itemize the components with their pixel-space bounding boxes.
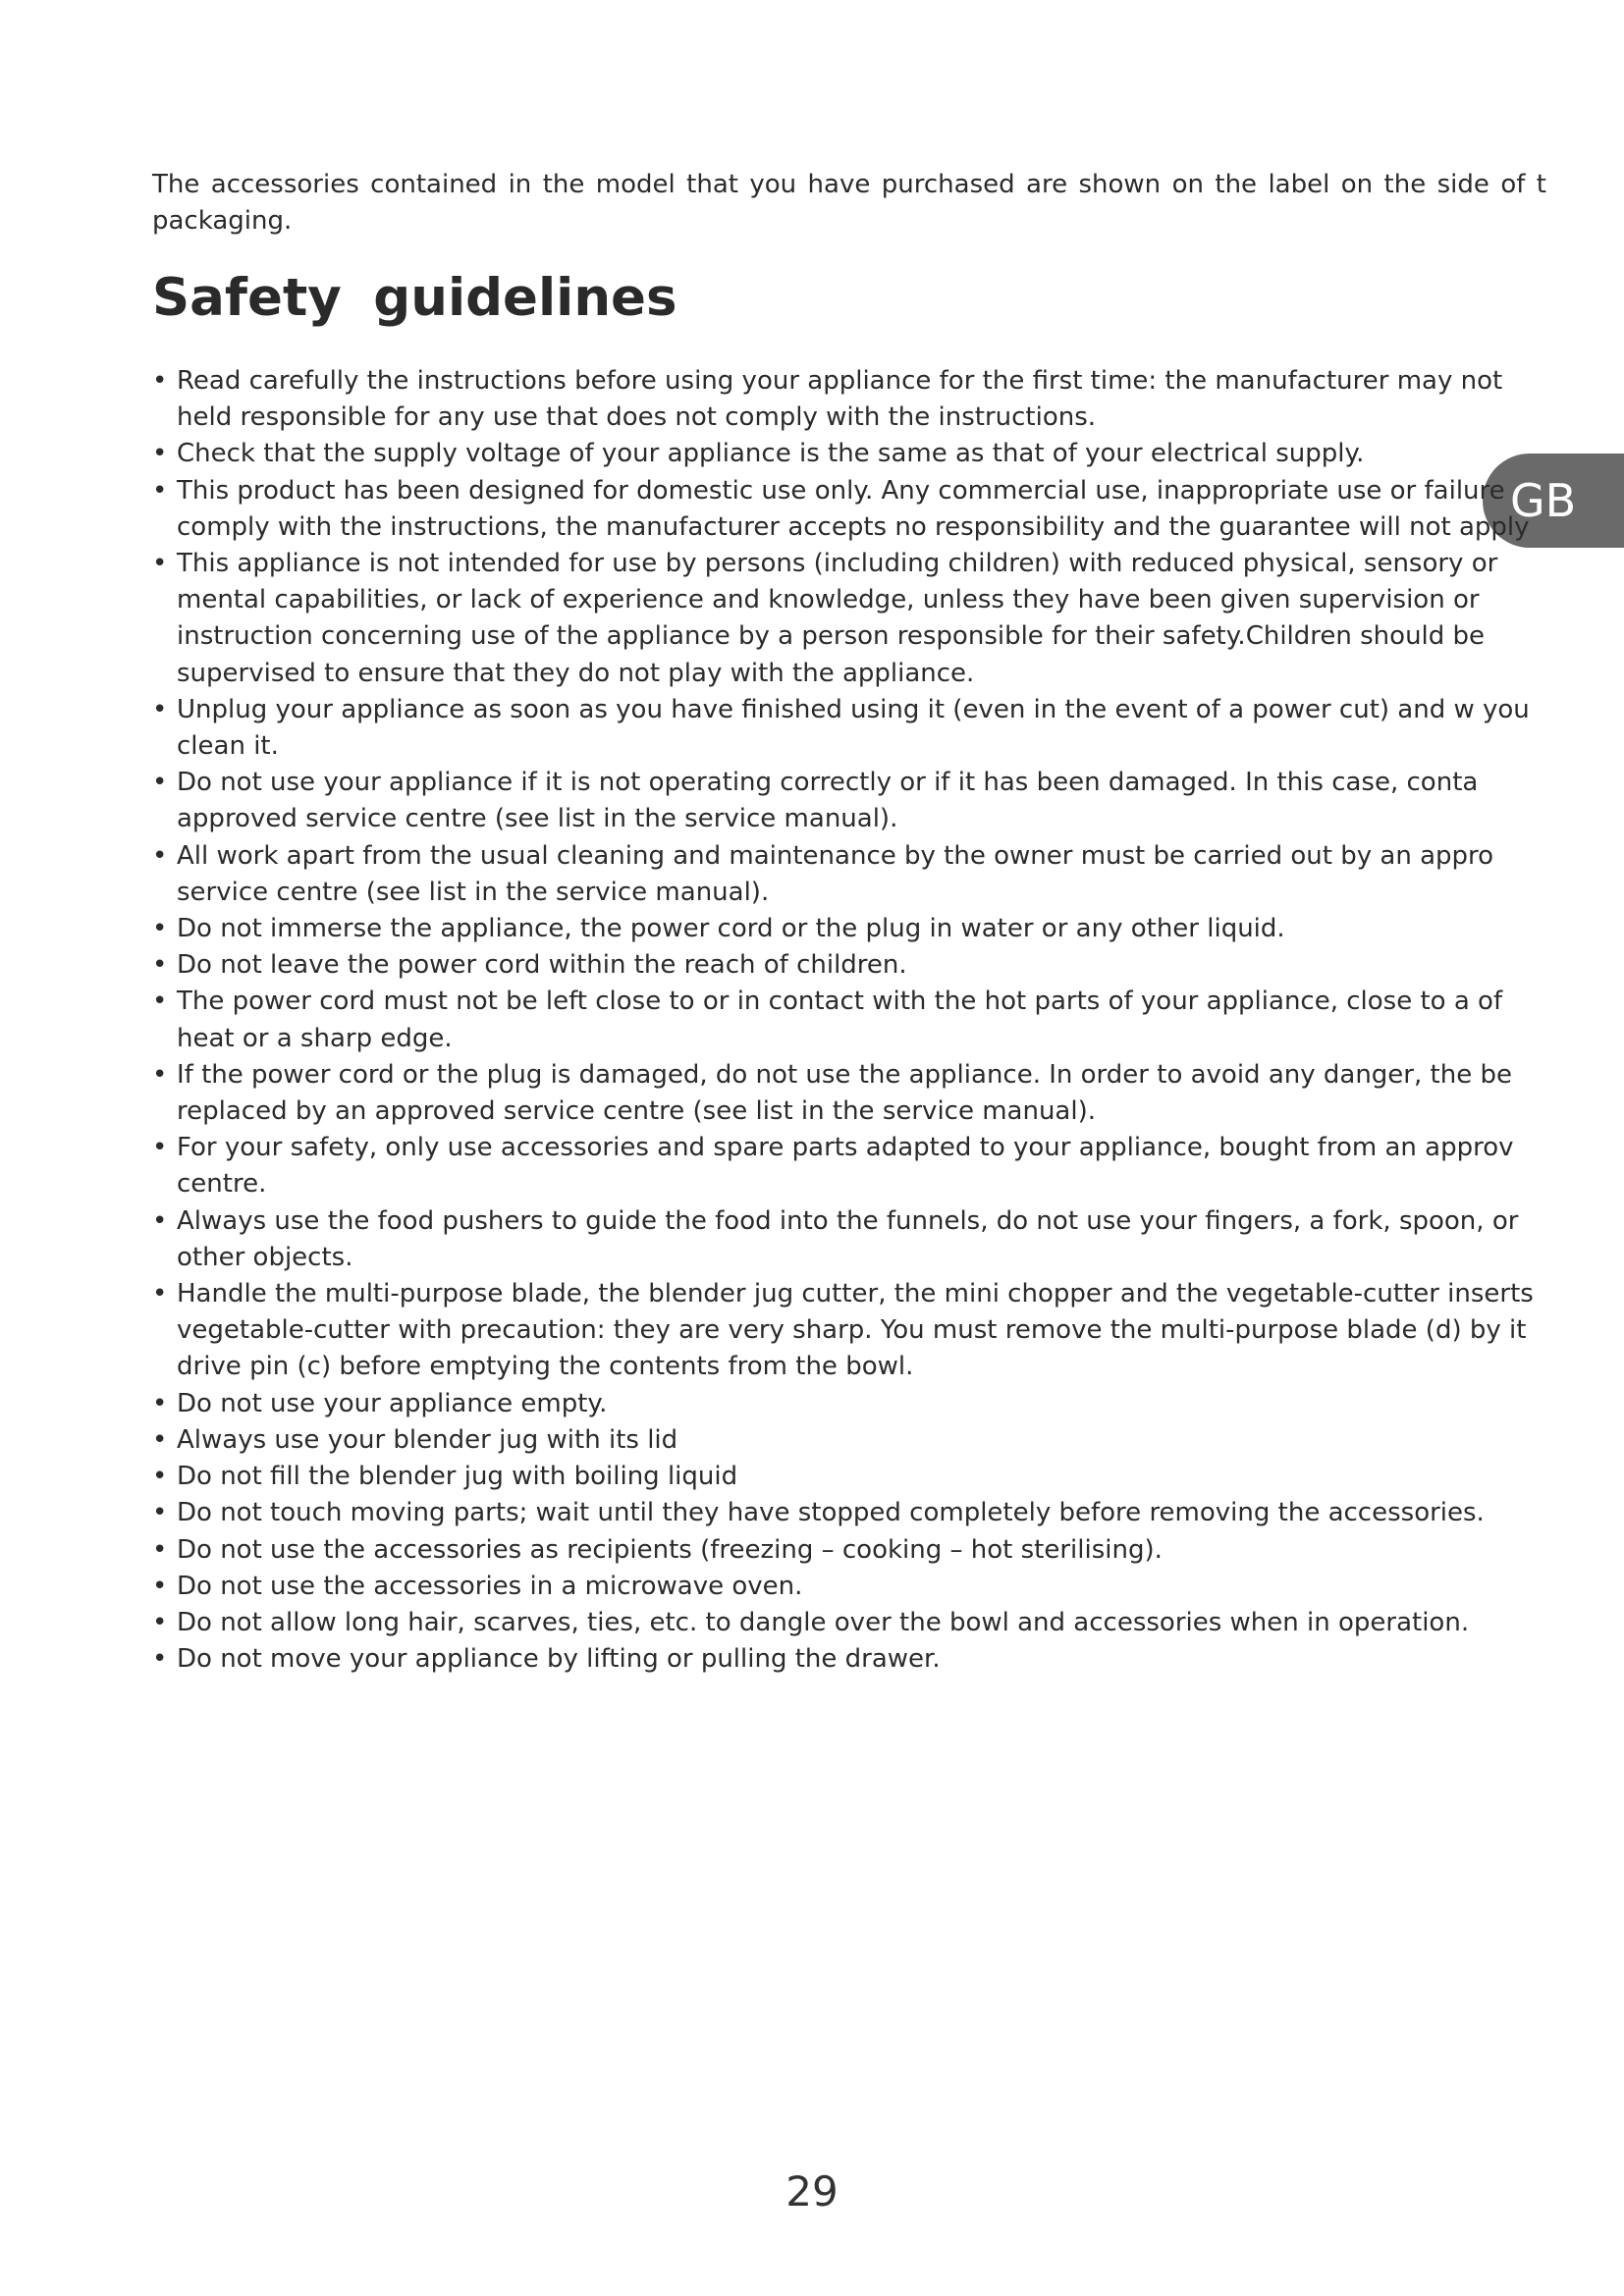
intro-paragraph: The accessories contained in the model that you have purchased are shown on the label on the side of t packaging. — [152, 170, 1546, 236]
list-item — [152, 1459, 1586, 1495]
list-item-text: Check that the supply voltage of your appliance is the same as that of your electrical supply. — [177, 439, 1365, 469]
list-item — [152, 1532, 1586, 1569]
list-item — [152, 947, 1586, 984]
bullet-icon: • — [152, 987, 168, 1017]
list-item — [152, 1203, 1586, 1276]
bullet-icon: • — [152, 950, 168, 981]
list-item — [152, 984, 1586, 1056]
list-item — [152, 1130, 1586, 1202]
list-item-text: All work apart from the usual cleaning and maintenance by the owner must be carried out by an appro service centre (see list in the service manual). — [177, 840, 1494, 907]
list-item-text: Always use the food pushers to guide the food into the funnels, do not use your fingers, a fork, spoon, or other objects. — [177, 1205, 1519, 1272]
bullet-icon: • — [152, 1424, 168, 1455]
bullet-icon: • — [152, 1534, 168, 1565]
bullet-icon: • — [152, 1133, 168, 1163]
list-item-text: Do not immerse the appliance, the power cord or the plug in water or any other liquid. — [177, 914, 1285, 944]
list-item-text: If the power cord or the plug is damaged, do not use the appliance. In order to avoid any danger, the be replaced by an approved service centre (see list in the service manual). — [177, 1059, 1512, 1127]
bullet-icon: • — [152, 439, 168, 469]
list-item — [152, 1605, 1586, 1641]
list-item-text: Do not use the accessories as recipients (freezing – cooking – hot sterilising). — [177, 1534, 1163, 1565]
safety-guidelines-list — [152, 363, 1586, 1678]
list-item-text: Unplug your appliance as soon as you have finished using it (even in the event of a power cut) and w you clean it. — [177, 694, 1530, 762]
list-item-text: For your safety, only use accessories and spare parts adapted to your appliance, bought from an approv centre. — [177, 1133, 1514, 1200]
bullet-icon: • — [152, 1059, 168, 1090]
list-item-text: Do not use the accessories in a microwave oven. — [177, 1571, 803, 1601]
bullet-icon: • — [152, 840, 168, 871]
list-item — [152, 546, 1586, 692]
section-heading: Safety guidelines — [152, 268, 677, 328]
list-item-text: Always use your blender jug with its lid — [177, 1424, 678, 1455]
list-item — [152, 1057, 1586, 1130]
list-item — [152, 436, 1586, 472]
list-item — [152, 363, 1586, 436]
list-item-text: Do not use your appliance empty. — [177, 1388, 608, 1418]
list-item — [152, 1422, 1586, 1459]
list-item — [152, 1641, 1586, 1678]
list-item-text: Handle the multi-purpose blade, the blender jug cutter, the mini chopper and the vegetable-cutter inserts vegetable-cutter with precaution: they are very sharp. You must remove the multi-purpose blade (d) by it drive pin (c) before emptying the contents from the bowl. — [177, 1279, 1534, 1382]
bullet-icon: • — [152, 768, 168, 798]
bullet-icon: • — [152, 1462, 168, 1492]
list-item-text: Do not move your appliance by lifting or pulling the drawer. — [177, 1644, 941, 1675]
list-item — [152, 1569, 1586, 1605]
list-item-text: This product has been designed for domestic use only. Any commercial use, inappropriate use or failure comply with the instructions, the manufacturer accepts no responsibility and the guarantee will not apply — [177, 475, 1530, 542]
bullet-icon: • — [152, 1607, 168, 1637]
list-item — [152, 473, 1586, 546]
list-item-text: Do not leave the power cord within the reach of children. — [177, 950, 907, 981]
language-tab-label: GB — [1510, 474, 1577, 527]
bullet-icon: • — [152, 1279, 168, 1309]
bullet-icon: • — [152, 475, 168, 506]
list-item — [152, 838, 1586, 911]
bullet-icon: • — [152, 914, 168, 944]
bullet-icon: • — [152, 694, 168, 724]
list-item-text: This appliance is not intended for use by persons (including children) with reduced physical, sensory or mental capabilities, or lack of experience and knowledge, unless they have been given supervision or instruction concerning use of the appliance by a person responsible for their safety.Children should be supervised to ensure that they do not play with the appliance. — [177, 549, 1498, 688]
bullet-icon: • — [152, 549, 168, 579]
bullet-icon: • — [152, 1205, 168, 1236]
bullet-icon: • — [152, 366, 168, 396]
bullet-icon: • — [152, 1644, 168, 1675]
list-item — [152, 765, 1586, 837]
list-item — [152, 692, 1586, 765]
bullet-icon: • — [152, 1571, 168, 1601]
list-item-text: The power cord must not be left close to or in contact with the hot parts of your appliance, close to a of heat or a sharp edge. — [177, 987, 1503, 1053]
bullet-icon: • — [152, 1388, 168, 1418]
page-content — [152, 167, 1586, 1678]
page-number: 29 — [785, 2167, 839, 2216]
bullet-icon: • — [152, 1498, 168, 1528]
list-item-text: Do not fill the blender jug with boiling liquid — [177, 1462, 738, 1492]
list-item-text: Do not touch moving parts; wait until they have stopped completely before removing the accessories. — [177, 1498, 1485, 1528]
list-item — [152, 1386, 1586, 1422]
list-item — [152, 1495, 1586, 1531]
list-item-text: Read carefully the instructions before using your appliance for the first time: the manufacturer may not held responsible for any use that does not comply with the instructions. — [177, 366, 1503, 433]
list-item — [152, 1276, 1586, 1386]
list-item-text: Do not use your appliance if it is not operating correctly or if it has been damaged. In this case, conta approved service centre (see list in the service manual). — [177, 768, 1479, 834]
list-item-text: Do not allow long hair, scarves, ties, etc. to dangle over the bowl and accessories when in operation. — [177, 1607, 1470, 1637]
list-item — [152, 911, 1586, 947]
